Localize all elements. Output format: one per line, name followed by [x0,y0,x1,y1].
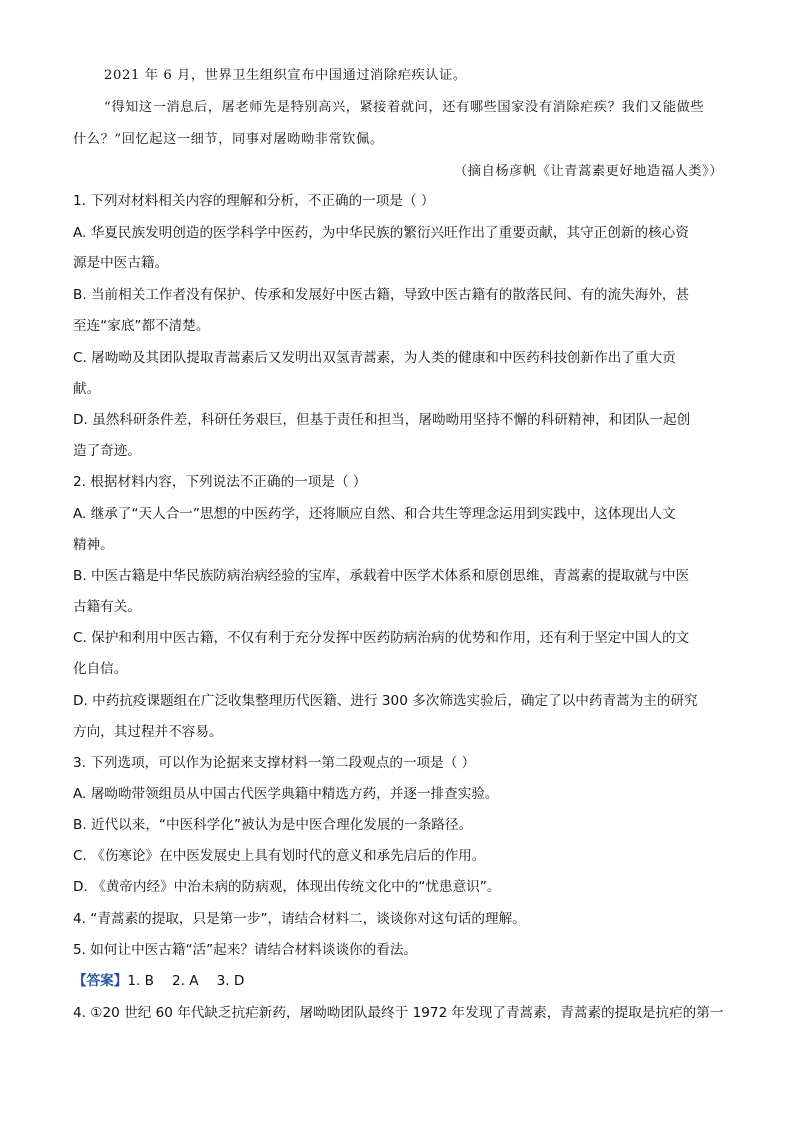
question-2-option-b-cont: 古籍有关。 [73,599,141,615]
question-3-option-d: D. 《黄帝内经》中治未病的防病观，体现出传统文化中的“忧患意识”。 [73,879,501,895]
passage-source: （摘自杨彦帆《让青蒿素更好地造福人类》） [454,164,724,179]
question-2-option-b: B. 中医古籍是中华民族防病治病经验的宝库，承载着中医学术体系和原创思维，青蒿素的提取就与中医 [73,568,690,584]
question-2-option-d-cont: 方向，其过程并不容易。 [73,724,223,740]
question-2-option-a: A. 继承了“天人合一”思想的中医药学，还将顺应自然、和合共生等理念运用到实践中，这体现出人文 [73,506,676,522]
question-1-option-d: D. 虽然科研条件差，科研任务艰巨，但基于责任和担当，屠呦呦用坚持不懈的科研精神，和团队一起创 [73,412,691,428]
passage-line-1: 2021 年 6 月，世界卫生组织宣布中国通过消除疟疾认证。 [104,68,467,83]
question-1-option-c-cont: 献。 [73,381,101,397]
question-1-option-a-cont: 源是中医古籍。 [73,255,169,271]
question-3-option-b: B. 近代以来，“中医科学化”被认为是中医合理化发展的一条路径。 [73,817,473,833]
question-1-option-b: B. 当前相关工作者没有保护、传承和发展好中医古籍，导致中医古籍有的散落民间、有的流失海外，甚 [73,287,690,303]
answer-item-1: 1. B [127,973,154,989]
answer-item-2: 2. A [172,973,199,989]
question-2-option-c: C. 保护和利用中医古籍，不仅有利于充分发挥中医药防病治病的优势和作用，还有利于坚定中国人的文 [73,630,690,646]
question-3-option-a: A. 屠呦呦带领组员从中国古代医学典籍中精选方药，并逐一排查实验。 [73,786,499,802]
answer-item-3: 3. D [216,973,245,989]
question-1-option-b-cont: 至连“家底”都不清楚。 [73,318,210,334]
answer-4-explanation: 4. ①20 世纪 60 年代缺乏抗疟新药，屠呦呦团队最终于 1972 年发现了青蒿素，青蒿素的提取是抗疟的第一 [73,1005,724,1021]
answer-tag: 【答案】 [73,973,128,989]
question-1-stem: 1. 下列对材料相关内容的理解和分析，不正确的一项是（ ） [73,193,435,209]
answer-line [73,971,262,991]
question-2-option-c-cont: 化自信。 [73,661,128,677]
question-3-option-c: C. 《伤寒论》在中医发展史上具有划时代的意义和承先启后的作用。 [73,848,486,864]
question-1-option-c: C. 屠呦呦及其团队提取青蒿素后又发明出双氢青蒿素，为人类的健康和中医药科技创新作出了重大贡 [73,350,676,366]
question-3-stem: 3. 下列选项，可以作为论据来支撑材料一第二段观点的一项是（ ） [73,755,476,771]
question-2-option-a-cont: 精神。 [73,537,114,553]
passage-line-3: 什么？”回忆起这一细节，同事对屠呦呦非常钦佩。 [73,132,384,147]
question-4-stem: 4. “青蒿素的提取，只是第一步”，请结合材料二，谈谈你对这句话的理解。 [73,911,526,927]
question-5-stem: 5. 如何让中医古籍“活”起来？请结合材料谈谈你的看法。 [73,942,418,958]
question-2-option-d: D. 中药抗疫课题组在广泛收集整理历代医籍、进行 300 多次筛选实验后，确定了以中药青蒿为主的研究 [73,693,698,709]
question-1-option-d-cont: 造了奇迹。 [73,443,141,459]
question-1-option-a: A. 华夏民族发明创造的医学科学中医药，为中华民族的繁衍兴旺作出了重要贡献，其守正创新的核心资 [73,225,689,241]
question-2-stem: 2. 根据材料内容，下列说法不正确的一项是（ ） [73,474,367,490]
passage-line-2: “得知这一消息后，屠老师先是特别高兴，紧接着就问，还有哪些国家没有消除疟疾？我们又能做些 [104,100,705,115]
